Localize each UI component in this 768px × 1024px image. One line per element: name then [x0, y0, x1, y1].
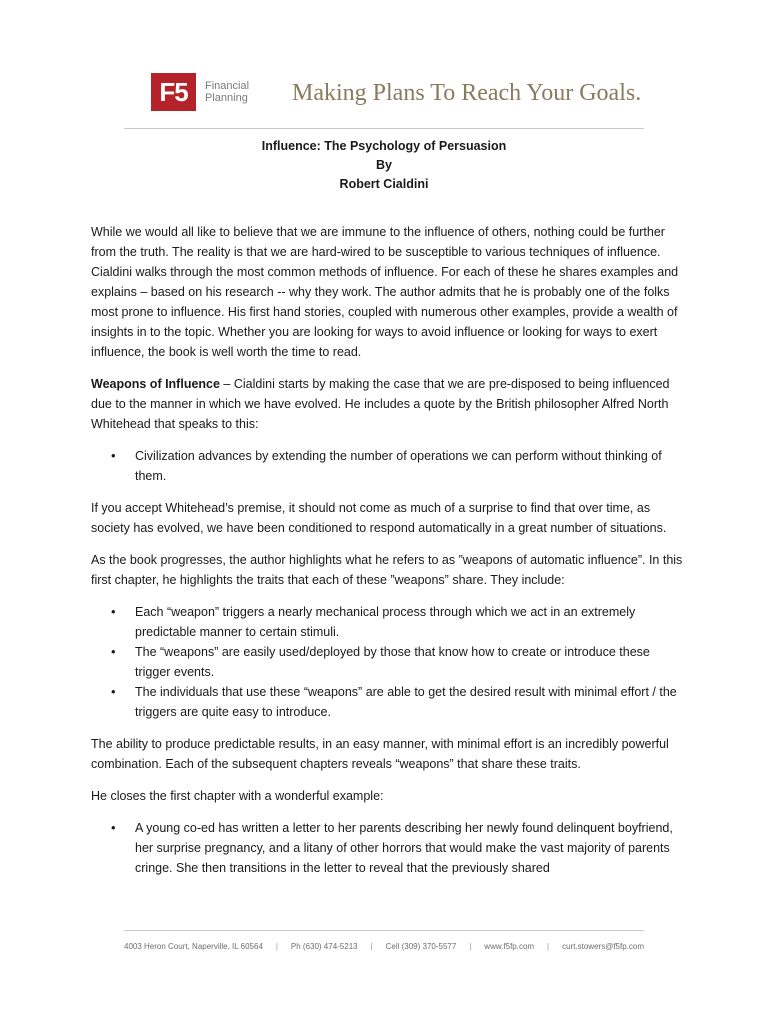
closing-paragraph: He closes the first chapter with a wonderful example:	[91, 789, 384, 803]
intro-paragraph: While we would all like to believe that we are immune to the influence of others, nothing could be further from the truth. The reality is that we are hard-wired to be susceptible to various techniques of influence. Cialdini walks through the most common methods of influence. For each of these he shares examples and explains – based on his research -- why they work. The author admits that he is probably one of the folks most prone to influence. His first hand stories, coupled with numerous other examples, provide a wealth of insights in to the topic. Whether you are looking for ways to avoid influence or looking for ways to exert influence, the book is well worth the time to read.	[91, 225, 679, 359]
logo-text-line1: Financial	[205, 80, 250, 92]
footer-separator: |	[370, 942, 373, 951]
weapons-heading: Weapons of Influence	[91, 377, 220, 391]
progress-paragraph: As the book progresses, the author highlights what he refers to as ”weapons of automatic influence”. In this first chapter, he highlights the traits that each of these ”weapons” share. They include:	[91, 553, 683, 587]
footer-separator: |	[469, 942, 472, 951]
document-title	[0, 137, 768, 194]
whitehead-paragraph: If you accept Whitehead’s premise, it should not come as much of a surprise to find that over time, as society has evolved, we have been conditioned to respond automatically in a great number of situations.	[91, 501, 667, 535]
document-body	[91, 222, 686, 890]
traits-list	[91, 602, 686, 722]
title-line-1: Influence: The Psychology of Persuasion	[261, 139, 507, 153]
header-tagline: Making Plans To Reach Your Goals.	[292, 80, 642, 106]
footer-cell: Cell (309) 370-5577	[385, 942, 457, 951]
ability-paragraph: The ability to produce predictable results, in an easy manner, with minimal effort is an incredibly powerful combination. Each of the subsequent chapters reveals “weapons” that share these traits.	[91, 737, 669, 771]
footer-phone: Ph (630) 474-5213	[290, 942, 358, 951]
footer-contact	[124, 941, 644, 953]
footer-website-link[interactable]: www.f5fp.com	[484, 942, 535, 951]
example-list	[91, 818, 686, 878]
footer-email-link[interactable]: curt.stowers@f5fp.com	[562, 942, 644, 951]
footer-address: 4003 Heron Court, Naperville, IL 60564	[124, 942, 263, 951]
weapons-text: – Cialdini starts by making the case that we are pre-disposed to being influenced due to the manner in which we have evolved. He includes a quote by the British philosopher Alfred North Whitehead that speaks to this:	[91, 377, 670, 431]
quote-list	[91, 446, 686, 486]
title-line-2: By	[376, 158, 392, 172]
footer-separator: |	[547, 942, 550, 951]
example-bullet: • A young co-ed has written a letter to her parents describing her newly found delinquent boyfriend, her surprise pregnancy, and a litany of other horrors that would make the vast majority of parents cringe. She then transitions in the letter to reveal that the previously shared	[135, 818, 686, 878]
quote-bullet: • Civilization advances by extending the number of operations we can perform without thinking of them.	[135, 446, 686, 486]
trait-item: • Each “weapon” triggers a nearly mechanical process through which we act in an extremely predictable manner to certain stimuli.	[135, 602, 686, 642]
trait-item: • The individuals that use these “weapons” are able to get the desired result with minimal effort / the triggers are quite easy to introduce.	[135, 682, 686, 722]
footer-divider	[124, 930, 644, 931]
title-line-3: Robert Cialdini	[339, 177, 429, 191]
weapons-paragraph	[91, 374, 686, 434]
logo-text-line2: Planning	[205, 92, 248, 104]
logo-text	[205, 80, 275, 104]
header-divider	[124, 128, 644, 129]
f5-logo-icon: F5	[151, 73, 196, 111]
trait-item: • The “weapons” are easily used/deployed by those that know how to create or introduce these trigger events.	[135, 642, 686, 682]
footer-separator: |	[275, 942, 278, 951]
